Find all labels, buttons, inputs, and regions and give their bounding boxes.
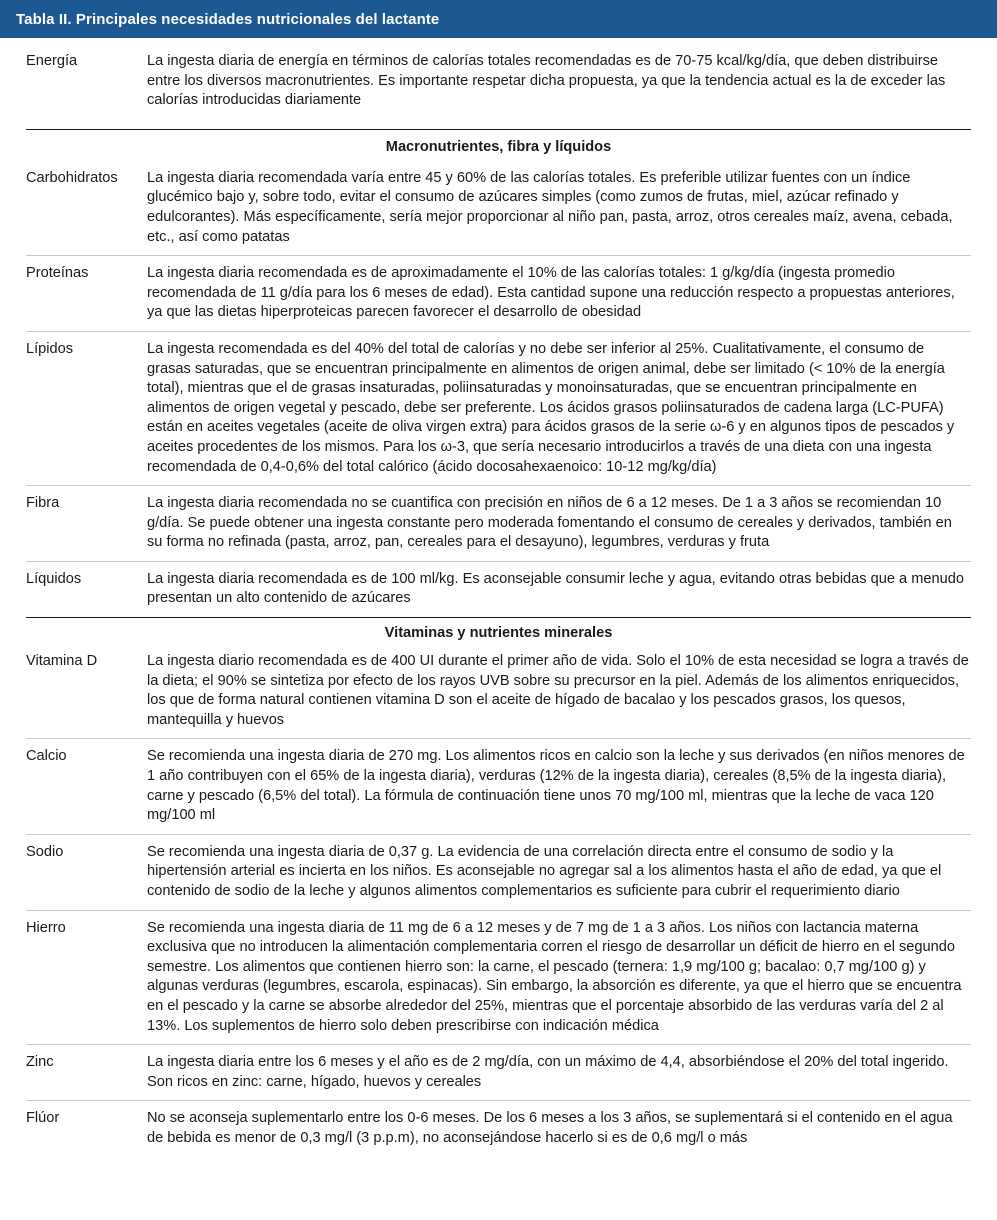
row-lipidos [26,340,971,477]
section-header-vitaminas: Vitaminas y nutrientes minerales [384,625,613,642]
row-zinc [26,1053,971,1092]
row-text: La ingesta diaria recomendada varía entre 45 y 60% de las calorías totales. Es preferible utilizar fuentes con un índice glucémico bajo y, sobre todo, evitar el consumo de azúcares simples (como zumos de frutas, miel, azúcar refinado y edulcorantes). Más específicamente, sería mejor proporcionar al niño pan, pasta, arroz, otros cereales maíz, avena, cebada, etc., así como patatas [147,169,953,245]
row-carbohidratos [26,169,971,247]
row-text: Se recomienda una ingesta diaria de 0,37 g. La evidencia de una correlación directa entre el consumo de sodio y la hipertensión arterial es incierta en los niños. Es aconsejable no agregar sal a los alimentos hasta el año de edad, ya que el contenido de sodio de la leche y algunos alimentos complementarios es suficiente para cubrir el requerimiento diario [147,843,942,899]
row-label: Energía [26,53,78,69]
table-header [0,0,997,38]
row-label: Fibra [26,495,60,512]
row-text: La ingesta diaria entre los 6 meses y el año es de 2 mg/día, con un máximo de 4,4, absorbiéndose el 20% del total ingerido. Son ricos en zinc: carne, hígado, huevos y cereales [147,1054,949,1090]
row-text: La ingesta diaria recomendada no se cuantifica con precisión en niños de 6 a 12 meses. De 1 a 3 años se recomiendan 10 g/día. Se puede obtener una ingesta constante pero moderada fomentando el consumo de cereales y derivados, también en su forma no refinada (pasta, arroz, pan, cereales para el desayuno), legumbres, verduras y fruta [147,495,952,551]
section-header-macronutrientes: Macronutrientes, fibra y líquidos [385,138,612,155]
table-body [0,38,997,1149]
row-liquidos [26,570,971,609]
row-fibra [26,494,971,553]
row-label: Líquidos [26,570,82,587]
row-calcio [26,747,971,825]
row-label: Calcio [26,748,67,765]
row-label: Sodio [26,843,64,860]
row-text: La ingesta recomendada es del 40% del total de calorías y no debe ser inferior al 25%. Cualitativamente, el consumo de grasas saturadas, que se encuentran principalmente en alimentos de origen animal, debe ser limitado (< 10% de la energía total), mientras que el de grasas insaturadas, poliinsaturadas y monoinsaturadas, que se encuentran principalmente en alimentos de origen vegetal y pescado, debe ser preferente. Los ácidos grasos poliinsaturados de cadena larga (LC-PUFA) están en aceites vegetales (aceite de oliva virgen extra) para ácidos grasos de la serie ω-6 y en algunos tipos de pescados y aceites procedentes de los mismos. Para los ω-3, que sería necesario introducirlos a través de una dieta con una ingesta recomendada de 0,4-0,6% del total calórico (ácido docosahexaenoico: 10-12 mg/kg/día) [147,340,955,475]
row-label: Carbohidratos [26,169,118,186]
row-text: La ingesta diaria de energía en términos de calorías totales recomendadas es de 70-75 kcal/kg/día, que deben distribuirse entre los diversos macronutrientes. Es importante respetar dicha propuesta, ya que la tendencia actual es la de exceder las calorías introducidas diariamente [147,53,946,109]
row-sodio [26,843,971,902]
row-label: Vitamina D [26,653,98,670]
row-text: La ingesta diario recomendada es de 400 UI durante el primer año de vida. Solo el 10% de esta necesidad se logra a través de la dieta; el 90% se sintetiza por efecto de los rayos UVB sobre su precursor en la piel. Además de los alimentos enriquecidos, los que de forma natural contienen vitamina D son el aceite de hígado de bacalao y los pescados grasos, los quesos, mantequilla y huevos [147,653,969,728]
row-hierro [26,919,971,1037]
row-text: La ingesta diaria recomendada es de aproximadamente el 10% de las calorías totales: 1 g/kg/día (ingesta promedio recomendada de 11 g/día para los 6 meses de edad). Esta cantidad supone una reducción respecto a propuestas anteriores, ya que las dietas hiperproteicas parecen favorecer el desarrollo de obesidad [147,265,955,321]
row-label: Proteínas [26,265,89,282]
row-fluor [26,1109,971,1148]
row-energia [26,52,971,111]
row-text: Se recomienda una ingesta diaria de 11 mg de 6 a 12 meses y de 7 mg de 1 a 3 años. Los niños con lactancia materna exclusiva que no introducen la alimentación complementaria corren el riesgo de desarrollar un déficit de hierro en el segundo semestre. Los alimentos que contienen hierro son: la carne, el pescado (ternera: 1,9 mg/100 g; bacalao: 0,7 mg/100 g) y algunas verduras (legumbres, escarola, espinacas). Sin embargo, la absorción es diferente, ya que el hierro que se encuentra en el pescado y la carne se absorbe alrededor del 25%, mientras que el porcentaje absorbido de las verduras varía del 2 al 13%. Los suplementos de hierro solo deben prescribirse con indicación médica [147,919,962,1034]
row-label: Hierro [26,919,66,936]
row-proteinas [26,264,971,323]
row-label: Flúor [26,1110,60,1127]
row-label: Lípidos [26,340,74,357]
table-title: Tabla II. Principales necesidades nutricionales del lactante [16,10,440,28]
row-text: Se recomienda una ingesta diaria de 270 mg. Los alimentos ricos en calcio son la leche y sus derivados (en niños menores de 1 año contribuyen con el 65% de la ingesta diaria), verduras (12% de la ingesta diaria), cereales (8,5% de la ingesta diaria), carne y pescado (6,5% del total). La fórmula de continuación tiene unos 70 mg/100 ml, mientras que la leche de vaca 120 mg/100 ml [147,748,965,824]
row-label: Zinc [26,1054,54,1071]
row-text: No se aconseja suplementarlo entre los 0-6 meses. De los 6 meses a los 3 años, se suplementará si el contenido en el agua de bebida es menor de 0,3 mg/l (3 p.p.m), no aconsejándose hacerlo si es de 0,6 mg/l o más [147,1110,953,1146]
row-text: La ingesta diaria recomendada es de 100 ml/kg. Es aconsejable consumir leche y agua, evitando otras bebidas que a menudo presentan un alto contenido de azúcares [147,570,964,607]
row-vitamina-d [26,652,971,730]
